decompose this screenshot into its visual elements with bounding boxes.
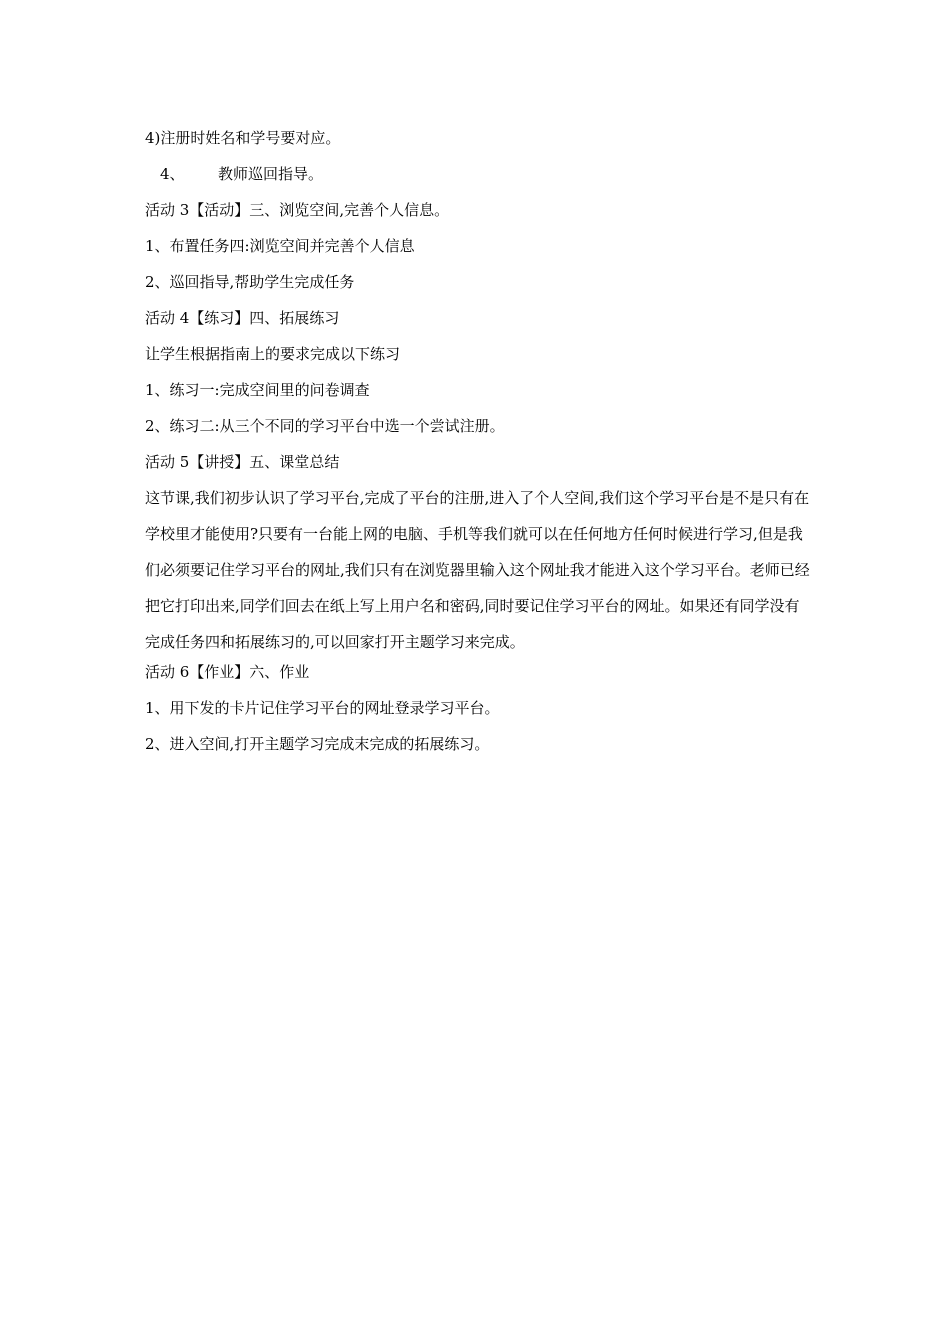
activity-heading: 活动 4【练习】四、拓展练习: [145, 309, 340, 327]
text-line: 4)注册时姓名和学号要对应。: [145, 129, 341, 147]
text-line: 1、布置任务四:浏览空间并完善个人信息: [145, 237, 415, 255]
text-line: 1、用下发的卡片记住学习平台的网址登录学习平台。: [145, 699, 500, 717]
step-number: 4、: [160, 165, 185, 183]
text-line: 2、巡回指导,帮助学生完成任务: [145, 273, 355, 291]
summary-paragraph: 这节课,我们初步认识了学习平台,完成了平台的注册,进入了个人空间,我们这个学习平台是不是只有在学校里才能使用?只要有一台能上网的电脑、手机等我们就可以在任何地方任何时候进行学习,但是我们必须要记住学习平台的网址,我们只有在浏览器里输入这个网址我才能进入这个学习平台。老师已经把它打印出来,同学们回去在纸上写上用户名和密码,同时要记住学习平台的网址。如果还有同学没有完成任务四和拓展练习的,可以回家打开主题学习来完成。: [145, 489, 810, 651]
text-line: 2、练习二:从三个不同的学习平台中选一个尝试注册。: [145, 417, 505, 435]
activity-heading: 活动 3【活动】三、浏览空间,完善个人信息。: [145, 201, 450, 219]
text-line: 2、进入空间,打开主题学习完成末完成的拓展练习。: [145, 735, 490, 753]
text-line: [145, 163, 810, 199]
activity-heading: 活动 6【作业】六、作业: [145, 663, 310, 681]
text-line: 让学生根据指南上的要求完成以下练习: [145, 345, 401, 363]
step-text: 教师巡回指导。: [218, 165, 324, 183]
activity-heading: 活动 5【讲授】五、课堂总结: [145, 453, 340, 471]
text-line: 1、练习一:完成空间里的问卷调查: [145, 381, 370, 399]
document-body: [145, 127, 810, 769]
